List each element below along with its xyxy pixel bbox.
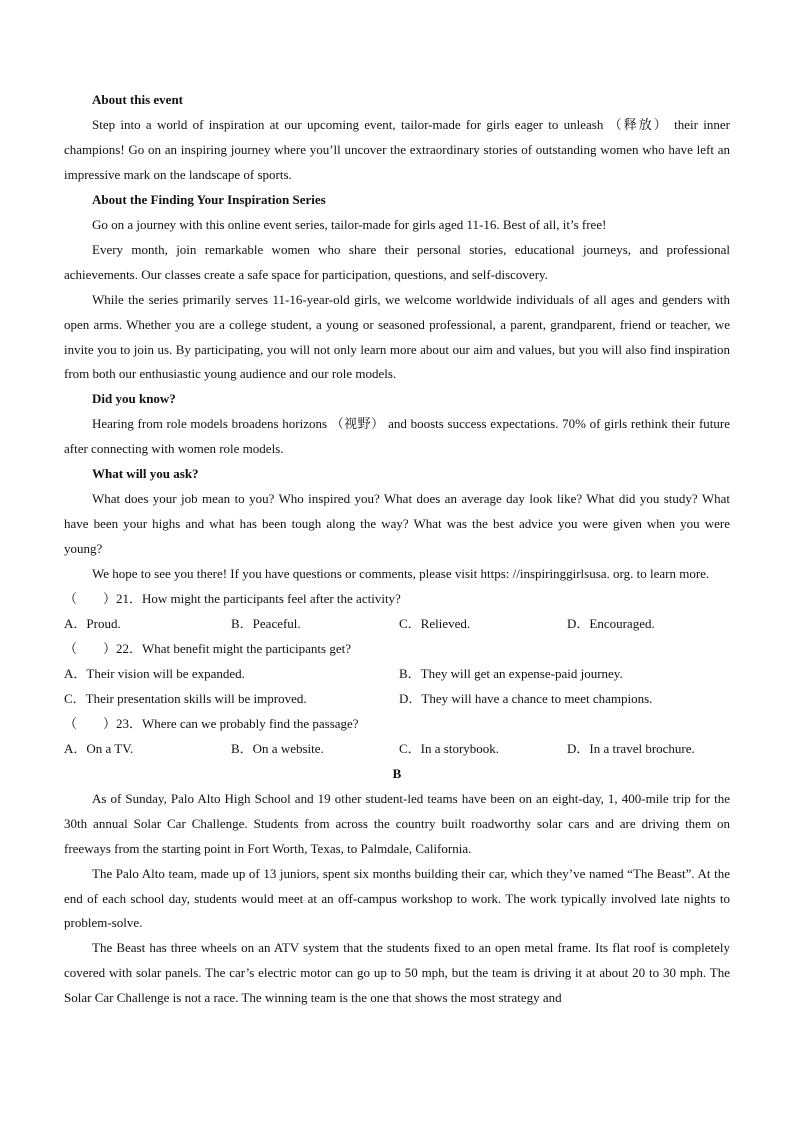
paragraph: As of Sunday, Palo Alto High School and 19 other student-led teams have been on an eight-day, 1, 400-mile trip for the 30th annual Solar Car Challenge. Students from across the country built roadworthy solar cars and are driving them on freeways from the starting point in Fort Worth, Texas, to Palmdale, California. xyxy=(64,790,730,856)
option: C．Their presentation skills will be improved. xyxy=(64,690,307,706)
option: C．Relieved. xyxy=(399,616,471,632)
option: B．Peaceful. xyxy=(231,616,301,632)
heading-what-ask: What will you ask? xyxy=(92,466,199,482)
heading-did-you-know: Did you know? xyxy=(92,391,176,407)
question-21-options xyxy=(64,612,730,637)
option: C．In a storybook. xyxy=(399,740,500,756)
heading-about-event: About this event xyxy=(92,92,184,107)
paragraph: Hearing from role models broadens horizons （视野） and boosts success expectations. 70% of girls rethink their future after connecting with women role models. xyxy=(64,416,730,457)
option: D．They will have a chance to meet champions. xyxy=(399,690,653,706)
paragraph: The Beast has three wheels on an ATV system that the students fixed to an open metal frame. Its flat roof is completely covered with solar panels. The car’s electric motor can go up to 50 mph, but the team is driving it at about 20 to 30 mph. The Solar Car Challenge is not a race. The winning team is the one that shows the most strategy and xyxy=(64,940,730,1006)
paragraph: Go on a journey with this online event series, tailor-made for girls aged 11-16. Best of all, it’s free! xyxy=(92,216,607,232)
question-21: （ ）21．How might the participants feel after the activity? xyxy=(64,591,401,607)
paragraph: Step into a world of inspiration at our upcoming event, tailor-made for girls eager to unleash （释放） their inner champions! Go on an inspiring journey where you’ll uncover the extraordinary stories of outstanding women who have left an impressive mark on the landscape of sports. xyxy=(64,116,730,182)
paragraph: What does your job mean to you? Who inspired you? What does an average day look like? What did you study? What have been your highs and what has been tough along the way? What was the best advice you were given when you were young? xyxy=(64,491,730,557)
option: B．They will get an expense-paid journey. xyxy=(399,665,623,681)
paragraph: Every month, join remarkable women who share their personal stories, educational journeys, and professional achievements. Our classes create a safe space for participation, questions, and self-discovery. xyxy=(64,241,730,282)
option: D．In a travel brochure. xyxy=(567,740,695,756)
option: A．On a TV. xyxy=(64,740,134,756)
question-23: （ ）23．Where can we probably find the passage? xyxy=(64,715,359,731)
paragraph: While the series primarily serves 11-16-year-old girls, we welcome worldwide individuals of all ages and genders with open arms. Whether you are a college student, a young or seasoned professional, a parent, grandparent, friend or teacher, we invite you to join us. By participating, you will not only learn more about our aim and values, but you will also find inspiration from both our enthusiastic young audience and our role models. xyxy=(64,291,730,382)
option: A．Their vision will be expanded. xyxy=(64,665,245,681)
question-22-options xyxy=(64,662,730,712)
section-label-b: B xyxy=(392,765,402,781)
option: B．On a website. xyxy=(231,740,324,756)
option: D．Encouraged. xyxy=(567,616,655,632)
paragraph: The Palo Alto team, made up of 13 juniors, spent six months building their car, which they’ve named “The Beast”. At the end of each school day, students would meet at an off-campus workshop to work. The work typically involved late nights to problem-solve. xyxy=(64,865,730,931)
option: A．Proud. xyxy=(64,616,121,632)
question-22: （ ）22．What benefit might the participants get? xyxy=(64,640,352,656)
question-23-options xyxy=(64,737,730,762)
heading-series: About the Finding Your Inspiration Series xyxy=(92,191,326,207)
document-page xyxy=(64,88,730,1011)
paragraph: We hope to see you there! If you have questions or comments, please visit https: //inspiringgirlsusa. org. to learn more. xyxy=(92,566,710,582)
